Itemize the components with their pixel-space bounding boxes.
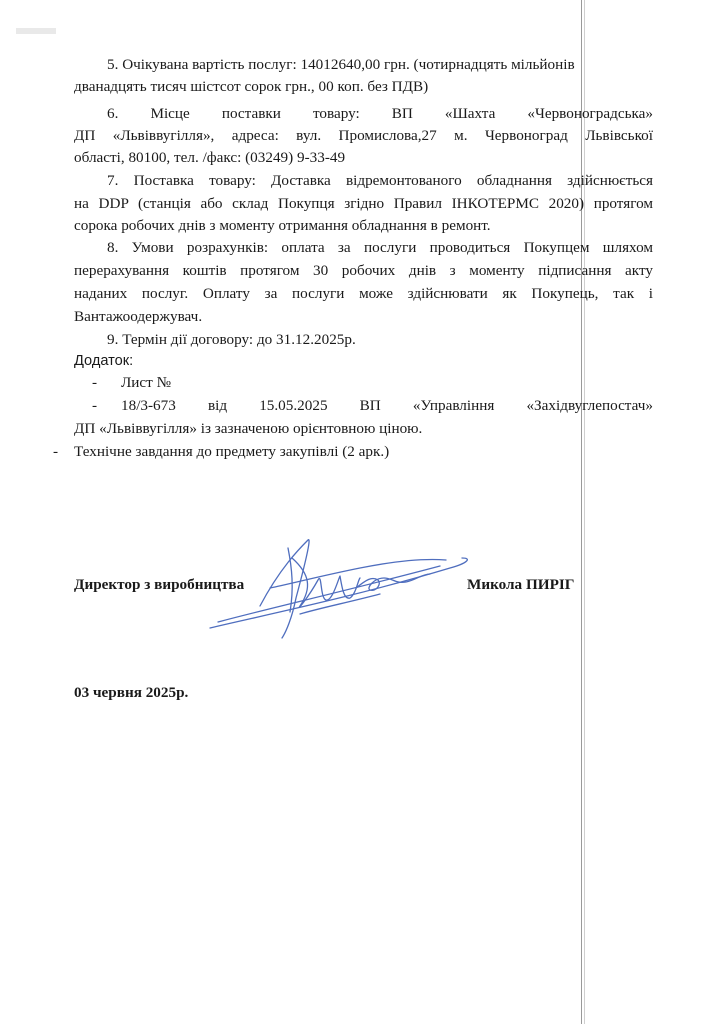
item-8-line-2: перерахування коштів протягом 30 робочих днів з моменту підписання акту xyxy=(74,262,653,279)
attachment-item-2-line-1: 18/3-673 від 15.05.2025 ВП «Управління «Західвуглепостач» xyxy=(121,397,653,414)
item-6-line-1: 6. Місце поставки товару: ВП «Шахта «Червоноградська» xyxy=(107,105,653,122)
item-6-line-2: ДП «Львіввугілля», адреса: вул. Промислова,27 м. Червоноград Львівської xyxy=(74,127,653,144)
item-9: 9. Термін дії договору: до 31.12.2025р. xyxy=(107,331,356,348)
item-8-line-4: Вантажоодержувач. xyxy=(74,308,203,325)
item-7-line-1: 7. Поставка товару: Доставка відремонтованого обладнання здійснюється xyxy=(107,172,653,189)
item-5-line-1: 5. Очікувана вартість послуг: 14012640,00 грн. (чотирнадцять мільйонів xyxy=(107,56,575,73)
page-edge-shadow xyxy=(584,0,585,1024)
attachment-dash-2: - xyxy=(92,397,98,414)
handwritten-signature xyxy=(200,528,480,648)
item-8-line-3: наданих послуг. Оплату за послуги може здійснювати як Покупець, так і xyxy=(74,285,653,302)
item-6-line-3: області, 80100, тел. /факс: (03249) 9-33-49 xyxy=(74,149,346,166)
attachment-item-3: Технічне завдання до предмету закупівлі (2 арк.) xyxy=(74,443,390,460)
attachment-item-2-line-2: ДП «Львіввугілля» із зазначеною орієнтовною ціною. xyxy=(74,420,423,437)
item-8-line-1: 8. Умови розрахунків: оплата за послуги проводиться Покупцем шляхом xyxy=(107,239,653,256)
item-7-line-2: на DDP (станція або склад Покупця згідно Правил ІНКОТЕРМС 2020) протягом xyxy=(74,195,653,212)
page-edge xyxy=(581,0,582,1024)
signing-date: 03 червня 2025р. xyxy=(74,684,189,701)
scan-mark xyxy=(16,28,56,34)
signatory-position: Директор з виробництва xyxy=(74,576,245,593)
item-7-line-3: сорока робочих днів з моменту отримання обладнання в ремонт. xyxy=(74,217,491,234)
attachment-heading: Додаток: xyxy=(74,353,134,369)
attachment-dash-3: - xyxy=(53,443,59,460)
signatory-name: Микола ПИРІГ xyxy=(467,576,575,593)
attachment-dash-1: - xyxy=(92,374,98,391)
item-5-line-2: дванадцять тисяч шістсот сорок грн., 00 коп. без ПДВ) xyxy=(74,78,429,95)
attachment-item-1: Лист № xyxy=(121,374,172,391)
